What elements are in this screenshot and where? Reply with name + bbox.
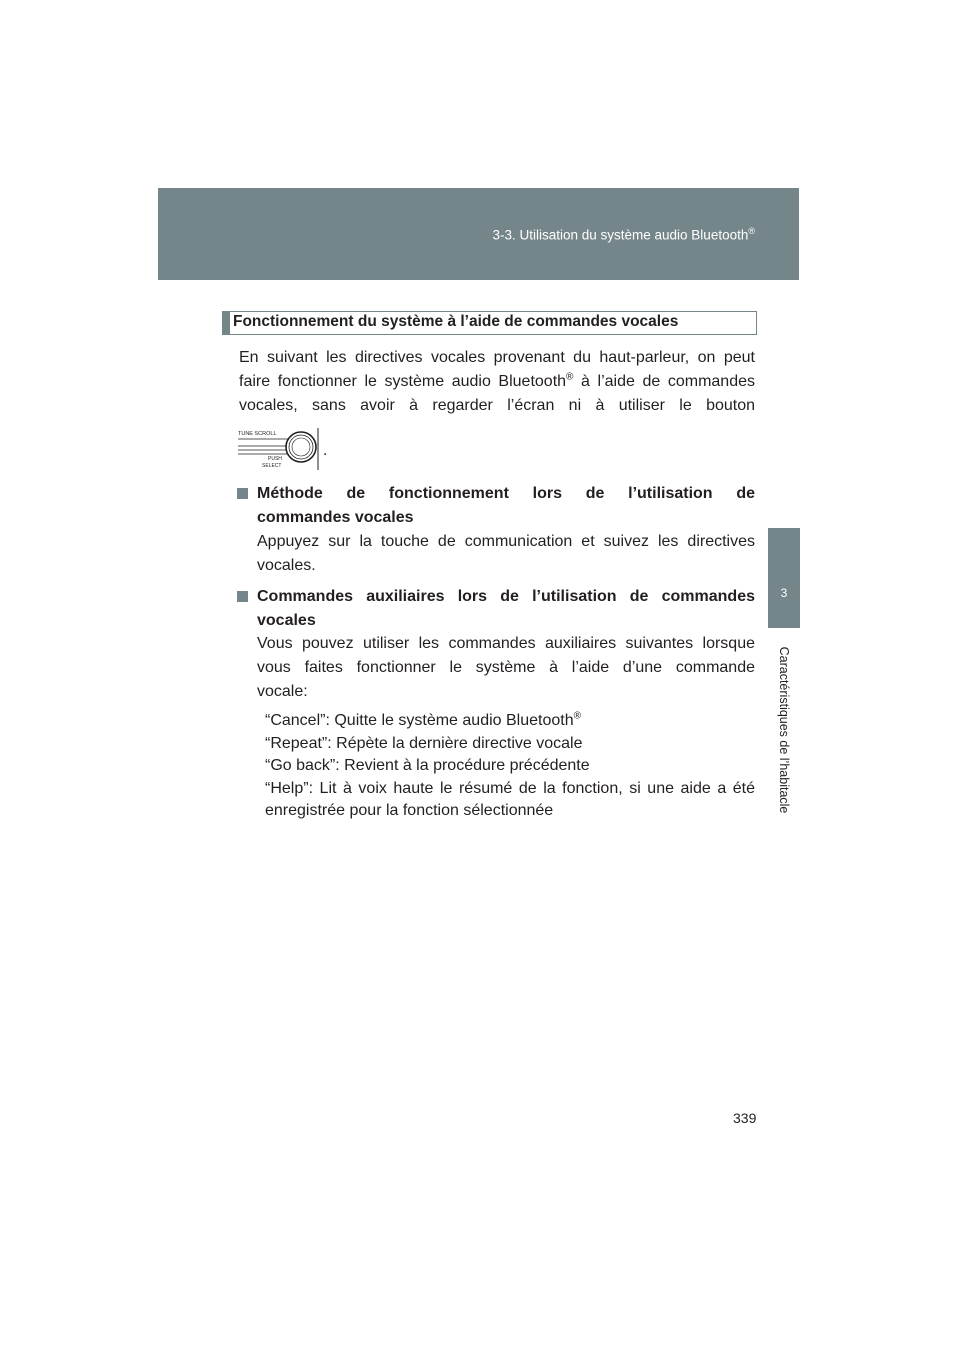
- bullet-heading-auxiliary: [237, 585, 755, 633]
- intro-line-3: vocales, sans avoir à regarder l’écran ni à utiliser le bouton: [239, 397, 755, 414]
- bullet-body-line-2: vocales.: [257, 557, 316, 574]
- command-go-back: “Go back”: Revient à la procédure précédente: [265, 757, 590, 774]
- bullet-heading-line-2: vocales: [257, 612, 316, 629]
- bullet-body-auxiliary: [257, 632, 755, 704]
- chapter-tab: [768, 528, 800, 628]
- intro-line-1: En suivant les directives vocales provenant du haut-parleur, on peut: [239, 349, 755, 366]
- section-heading-box: [222, 311, 757, 335]
- registered-mark: ®: [566, 371, 574, 383]
- tune-scroll-knob-icon: [236, 426, 321, 470]
- square-bullet-icon: [237, 591, 248, 602]
- page-number: 339: [733, 1110, 757, 1126]
- bullet-heading-line-1: Commandes auxiliaires lors de l’utilisation de commandes: [257, 588, 755, 605]
- square-bullet-icon: [237, 488, 248, 499]
- registered-mark: ®: [748, 226, 755, 236]
- bullet-body-line-1: Vous pouvez utiliser les commandes auxiliaires suivantes lorsque: [257, 635, 755, 652]
- command-help-line-1: “Help”: Lit à voix haute le résumé de la fonction, si une aide a été: [265, 779, 755, 797]
- bullet-heading-method: [237, 482, 755, 530]
- command-cancel: “Cancel”: Quitte le système audio Bluetooth®: [265, 710, 581, 729]
- section-heading-bar: [223, 312, 230, 334]
- command-help-line-2: enregistrée pour la fonction sélectionnée: [265, 802, 554, 819]
- header-band: [158, 188, 799, 280]
- command-repeat: “Repeat”: Répète la dernière directive vocale: [265, 734, 583, 752]
- registered-mark: ®: [573, 710, 581, 722]
- bullet-body-line-2: vous faites fonctionner le système à l’aide d’une commande: [257, 659, 755, 676]
- section-title: Fonctionnement du système à l’aide de commandes vocales: [233, 313, 679, 330]
- bullet-body-line-1: Appuyez sur la touche de communication et suivez les directives: [257, 533, 755, 550]
- bullet-heading-line-2: commandes vocales: [257, 509, 414, 526]
- intro-line-2: faire fonctionner le système audio Bluetooth® à l’aide de commandes: [239, 371, 756, 390]
- chapter-number: 3: [780, 586, 788, 600]
- chapter-label: Caractéristiques de l’habitacle: [777, 646, 791, 814]
- header-section-title: 3-3. Utilisation du système audio Bluetooth®: [492, 226, 755, 243]
- bullet-body-method: [257, 530, 755, 578]
- knob-label-select: SELECT: [262, 463, 282, 469]
- voice-command-list: [265, 710, 755, 823]
- bullet-heading-line-1: Méthode de fonctionnement lors de l’utilisation de: [257, 485, 755, 502]
- knob-label-top: TUNE SCROLL: [238, 431, 277, 437]
- knob-label-push: PUSH: [268, 456, 282, 462]
- bullet-body-line-3: vocale:: [257, 683, 308, 700]
- intro-period: .: [323, 442, 328, 459]
- intro-paragraph: [239, 346, 755, 418]
